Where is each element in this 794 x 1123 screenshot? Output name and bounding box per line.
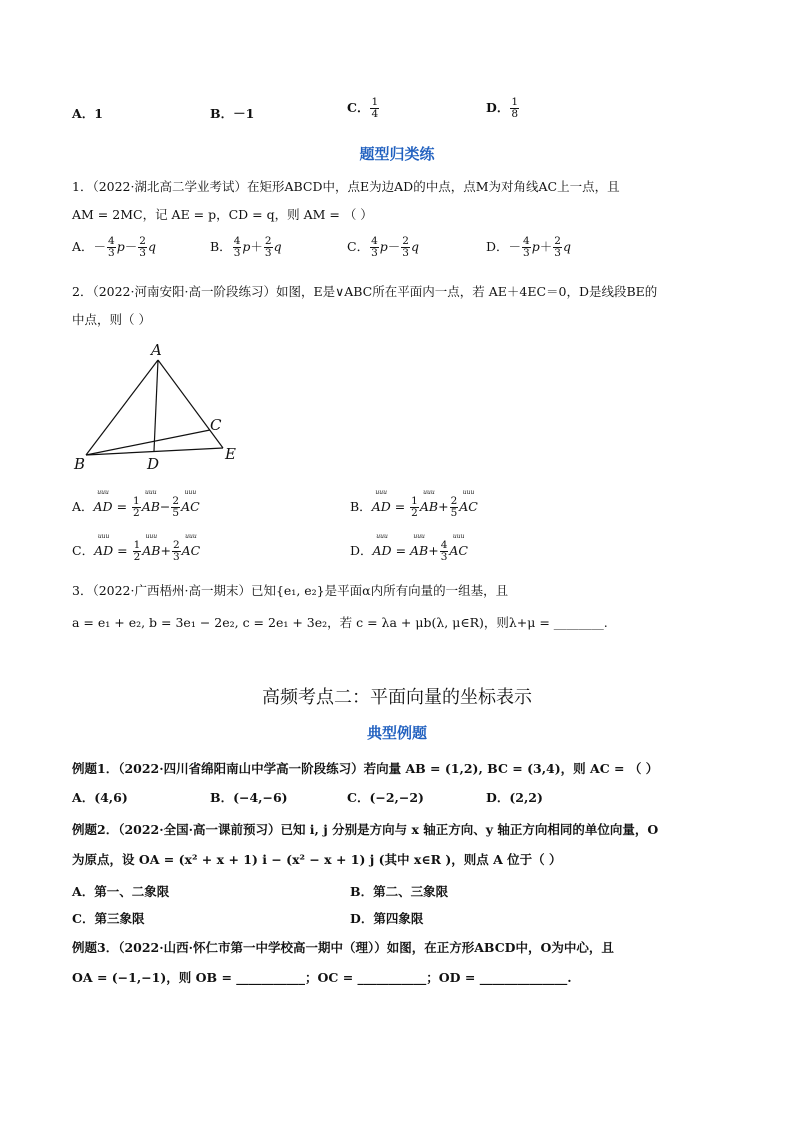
fraction <box>107 236 116 259</box>
option-label: B． <box>350 499 372 514</box>
operator: － <box>387 239 401 254</box>
option-label: D． <box>486 100 510 115</box>
vector-q: q <box>562 239 571 254</box>
numerator: 2 <box>139 235 146 247</box>
section-title-examples: 典型例题 <box>366 724 427 742</box>
numerator: 4 <box>233 235 241 247</box>
denominator: 3 <box>139 247 146 259</box>
vector-ad: uuu AD <box>94 498 113 516</box>
fraction <box>440 540 449 563</box>
vector-q: q <box>410 239 419 254</box>
denominator: 5 <box>450 507 458 519</box>
denominator: 3 <box>233 247 241 259</box>
vector-ad: uuu AD <box>94 542 113 560</box>
vector-p: p <box>531 239 540 254</box>
denominator: 3 <box>264 247 272 259</box>
fraction <box>450 496 459 519</box>
ex2-option-b: B．第二、三象限 <box>350 884 449 899</box>
operator: － <box>124 239 138 254</box>
denominator: 3 <box>523 247 530 259</box>
label-e: E <box>225 445 236 463</box>
ex1-option-b: B．(−4,−6) <box>210 790 288 805</box>
top-option-b: B．－1 <box>210 106 255 121</box>
top-option-d <box>486 97 520 120</box>
q1-line1: 1．（2022·湖北高二学业考试）在矩形ABCD中，点E为边AD的中点，点M为对角线AC上一点，且 <box>72 179 620 194</box>
label-a: A <box>151 341 162 359</box>
operator: = <box>112 499 132 514</box>
vector-p: p <box>116 239 125 254</box>
operator: = <box>113 543 132 558</box>
denominator: 3 <box>402 247 409 259</box>
ex1-option-c: C．(−2,−2) <box>347 790 424 805</box>
fraction <box>401 236 410 259</box>
denominator: 3 <box>371 247 378 259</box>
vector-p: p <box>379 239 388 254</box>
vector-q: q <box>147 239 156 254</box>
fraction <box>410 496 419 519</box>
option-label: C． <box>347 100 370 115</box>
operator: ＋ <box>250 239 263 254</box>
label-c: C <box>210 416 222 434</box>
top-option-c <box>347 97 380 120</box>
denominator: 8 <box>511 108 519 120</box>
vector-ac: uuu AC <box>181 498 200 516</box>
denominator: 4 <box>371 108 379 120</box>
fraction <box>370 236 379 259</box>
denominator: 5 <box>172 507 180 519</box>
fraction <box>171 496 180 519</box>
label-b: B <box>74 455 86 473</box>
q3-line2: a = e₁ + e₂, b = 3e₁ − 2e₂, c = 2e₁ + 3e₂，若 c = λa + μb(λ, μ∈R)，则λ+μ = ________. <box>72 615 608 630</box>
q2-line2: 中点，则（ ） <box>72 312 151 327</box>
section-title-coordinates: 高频考点二：平面向量的坐标表示 <box>262 687 532 708</box>
fraction <box>553 236 562 259</box>
numerator: 1 <box>511 96 519 108</box>
numerator: 1 <box>133 539 141 551</box>
fraction <box>510 97 519 120</box>
numerator: 2 <box>172 539 180 551</box>
operator: ＋ <box>539 239 553 254</box>
fraction <box>233 236 242 259</box>
denominator: 3 <box>554 247 561 259</box>
section-title-practice: 题型归类练 <box>359 145 435 163</box>
side-ab <box>86 360 158 455</box>
numerator: 1 <box>133 495 140 507</box>
ex3-line1: 例题3．（2022·山西·怀仁市第一中学校高一期中（理））如图，在正方形ABCD中，O为中心，且 <box>72 940 614 955</box>
denominator: 3 <box>440 551 448 563</box>
numerator: 2 <box>402 235 409 247</box>
vector-ac: uuu AC <box>459 498 478 516</box>
numerator: 2 <box>172 495 180 507</box>
numerator: 4 <box>371 235 378 247</box>
fraction <box>522 236 531 259</box>
fraction <box>138 236 147 259</box>
denominator: 2 <box>411 507 418 519</box>
q1-option-a <box>72 236 156 259</box>
vector-ac: uuu AC <box>449 542 468 560</box>
q3-line1: 3．（2022·广西梧州·高一期末）已知{e₁, e₂}是平面α内所有向量的一组基，且 <box>72 583 509 598</box>
numerator: 2 <box>554 235 561 247</box>
ex1-option-d: D．(2,2) <box>486 790 543 805</box>
side-ae <box>158 360 223 448</box>
operator: + <box>160 543 171 558</box>
option-label: D．－ <box>486 239 522 254</box>
q1-option-b <box>210 236 282 259</box>
vector-ad: uuu AD <box>373 542 392 560</box>
q2-line1: 2．（2022·河南安阳·高一阶段练习）如图，E是∨ABC所在平面内一点，若 AE＋4EC＝0，D是线段BE的 <box>72 284 658 299</box>
numerator: 1 <box>411 495 418 507</box>
denominator: 3 <box>172 551 180 563</box>
numerator: 1 <box>371 96 379 108</box>
option-label: C． <box>72 543 95 558</box>
q2-option-d <box>350 540 468 563</box>
option-label: A．－ <box>72 239 107 254</box>
q1-line2: AM = 2MC，记 AE = p，CD = q，则 AM = （ ） <box>72 207 373 222</box>
fraction <box>264 236 273 259</box>
top-option-a: A．1 <box>72 106 103 121</box>
fraction <box>132 496 141 519</box>
option-label: B． <box>210 239 232 254</box>
numerator: 4 <box>523 235 530 247</box>
ex1-line1: 例题1．（2022·四川省绵阳南山中学高一阶段练习）若向量 AB = (1,2), BC = (3,4)，则 AC = （ ） <box>72 761 659 776</box>
q1-option-c <box>347 236 419 259</box>
operator: = <box>391 543 411 558</box>
numerator: 4 <box>440 539 448 551</box>
vector-q: q <box>273 239 282 254</box>
vector-ab: uuu AB <box>420 498 438 516</box>
option-label: A． <box>72 499 94 514</box>
numerator: 2 <box>264 235 272 247</box>
vector-ab: uuu AB <box>142 498 160 516</box>
ex2-option-d: D．第四象限 <box>350 911 424 926</box>
vector-ad: uuu AD <box>372 498 391 516</box>
fraction <box>370 97 379 120</box>
label-d: D <box>147 455 160 473</box>
ex2-line2: 为原点，设 OA = (x² + x + 1) i − (x² − x + 1) j (其中 x∈R )，则点 A 位于（ ） <box>72 852 562 867</box>
operator: + <box>438 499 449 514</box>
operator: = <box>390 499 410 514</box>
triangle-figure <box>70 338 250 473</box>
fraction <box>133 540 142 563</box>
operator: − <box>159 499 171 514</box>
fraction <box>172 540 181 563</box>
denominator: 2 <box>133 507 140 519</box>
vector-ab: uuu AB <box>142 542 160 560</box>
numerator: 4 <box>108 235 115 247</box>
option-label: D． <box>350 543 373 558</box>
operator: + <box>428 543 439 558</box>
ex2-line1: 例题2．（2022·全国·高一课前预习）已知 i, j 分别是方向与 x 轴正方向、y 轴正方向相同的单位向量，O <box>72 822 659 837</box>
segment-ad <box>154 360 158 451</box>
ex3-line2: OA = (−1,−1)，则 OB = ___________；OC = ___________；OD = ______________. <box>72 970 572 985</box>
q2-option-a <box>72 496 200 519</box>
option-label: C． <box>347 239 370 254</box>
q2-option-b <box>350 496 478 519</box>
vector-ac: uuu AC <box>182 542 201 560</box>
q1-option-d <box>486 236 571 259</box>
vector-p: p <box>242 239 251 254</box>
denominator: 2 <box>133 551 141 563</box>
denominator: 3 <box>108 247 115 259</box>
numerator: 2 <box>450 495 458 507</box>
vector-ab: uuu AB <box>410 542 428 560</box>
ex2-option-c: C．第三象限 <box>72 911 145 926</box>
ex1-option-a: A．(4,6) <box>72 790 128 805</box>
ex2-option-a: A．第一、二象限 <box>72 884 170 899</box>
q2-option-c <box>72 540 200 563</box>
